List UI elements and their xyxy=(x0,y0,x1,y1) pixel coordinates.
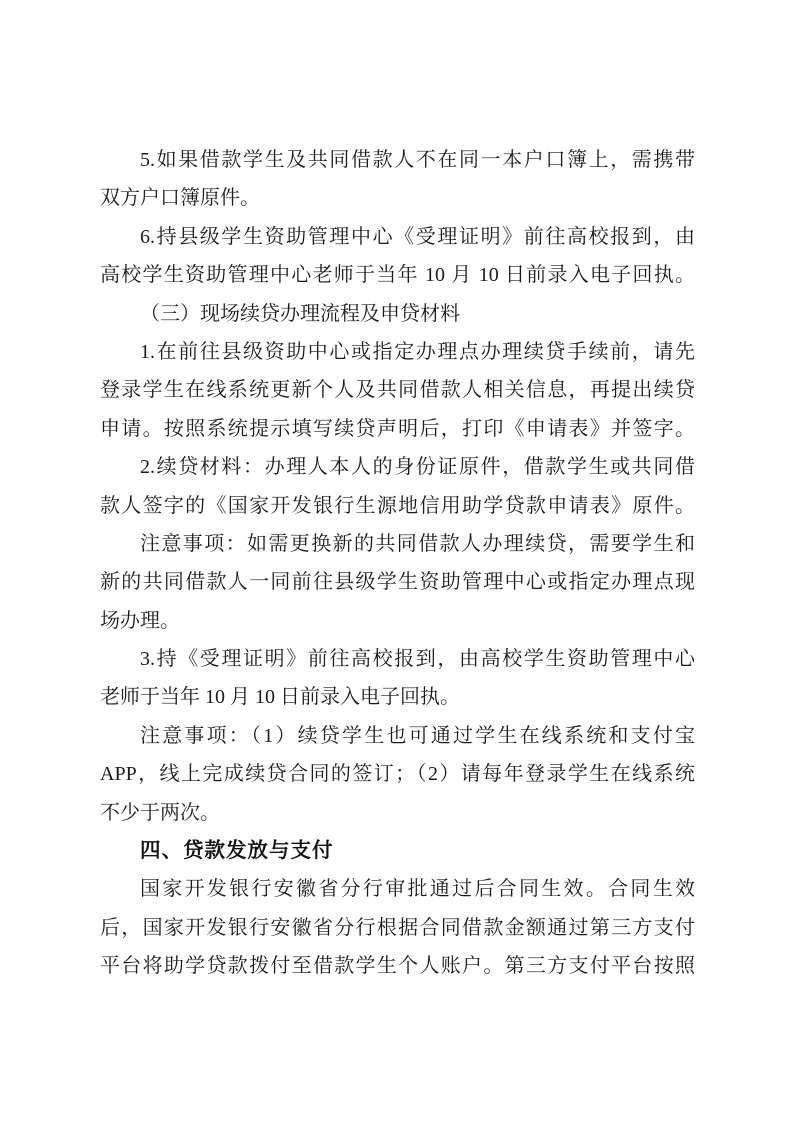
text-line: 2.续贷材料：办理人本人的身份证原件，借款学生或共同借 xyxy=(140,456,695,479)
section-heading xyxy=(100,832,695,870)
text-line: 平台将助学贷款拨付至借款学生个人账户。第三方支付平台按照 xyxy=(100,955,695,978)
paragraph xyxy=(100,333,695,448)
text-line: 不少于两次。 xyxy=(100,801,220,824)
paragraph xyxy=(100,141,695,218)
text-line: APP，线上完成续贷合同的签订；（2）请每年登录学生在线系统 xyxy=(100,763,695,786)
text-line: 场办理。 xyxy=(100,609,180,632)
paragraph xyxy=(100,870,695,985)
text-line: 1.在前往县级资助中心或指定办理点办理续贷手续前，请先 xyxy=(140,340,695,363)
text-line: 登录学生在线系统更新个人及共同借款人相关信息，再提出续贷 xyxy=(100,379,695,402)
text-line: 高校学生资助管理中心老师于当年 10 月 10 日前录入电子回执。 xyxy=(100,264,695,287)
text-line: 5.如果借款学生及共同借款人不在同一本户口簿上，需携带 xyxy=(140,149,695,171)
text-line: 老师于当年 10 月 10 日前录入电子回执。 xyxy=(100,686,460,709)
text-line: 双方户口簿原件。 xyxy=(100,187,260,210)
paragraph xyxy=(100,717,695,832)
text-line: 3.持《受理证明》前往高校报到，由高校学生资助管理中心 xyxy=(140,648,695,671)
text-line: （三）现场续贷办理流程及申贷材料 xyxy=(140,302,460,325)
text-line: 注意事项：如需更换新的共同借款人办理续贷，需要学生和 xyxy=(140,532,695,555)
text-line: 申请。按照系统提示填写续贷声明后，打印《申请表》并签字。 xyxy=(100,417,695,440)
text-line: 国家开发银行安徽省分行审批通过后合同生效。合同生效 xyxy=(140,878,695,901)
text-line: 6.持县级学生资助管理中心《受理证明》前往高校报到，由 xyxy=(140,225,695,248)
paragraph xyxy=(100,525,695,640)
text-line: 四、贷款发放与支付 xyxy=(140,839,334,863)
paragraph xyxy=(100,448,695,525)
paragraph xyxy=(100,640,695,717)
text-line: 注意事项：（1）续贷学生也可通过学生在线系统和支付宝 xyxy=(140,724,695,747)
text-line: 新的共同借款人一同前往县级学生资助管理中心或指定办理点现 xyxy=(100,571,695,594)
document-body xyxy=(100,141,695,986)
paragraph xyxy=(100,218,695,295)
text-line: 款人签字的《国家开发银行生源地信用助学贷款申请表》原件。 xyxy=(100,494,695,517)
paragraph xyxy=(100,295,695,333)
text-line: 后，国家开发银行安徽省分行根据合同借款金额通过第三方支付 xyxy=(100,916,695,939)
